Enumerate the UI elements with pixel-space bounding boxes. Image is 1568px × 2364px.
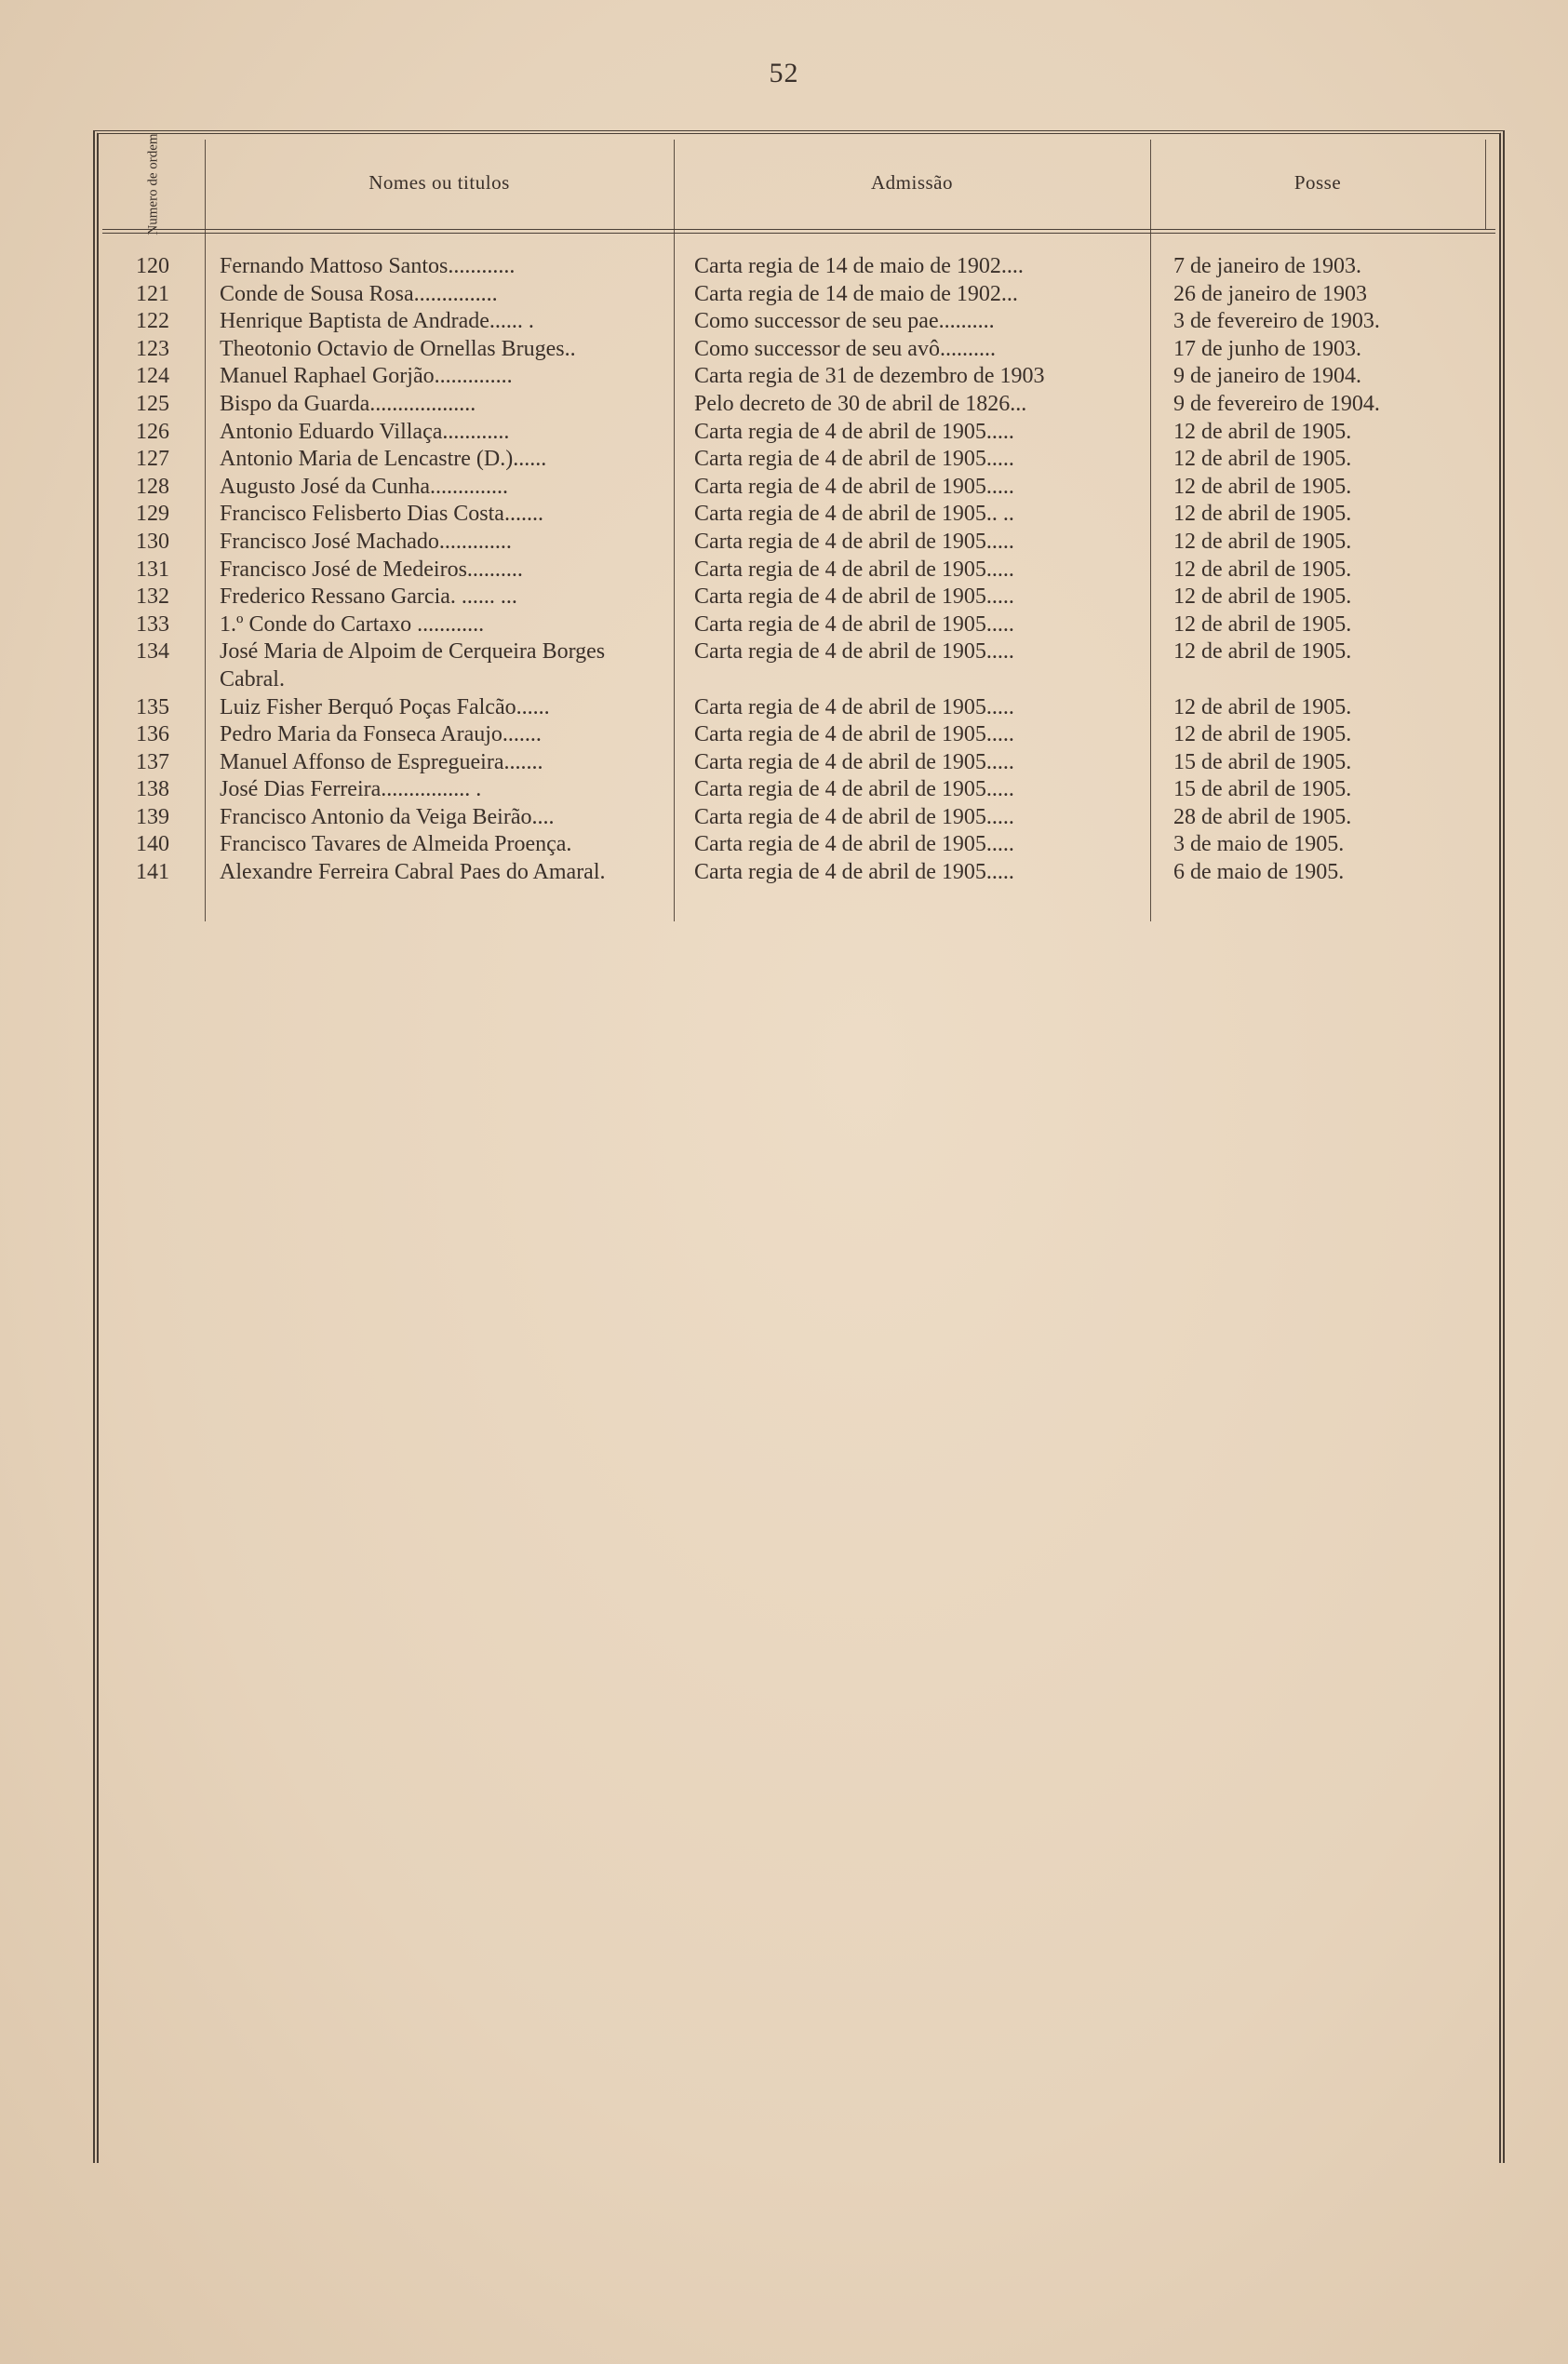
row-admission: Pelo decreto de 30 de abril de 1826... [694,391,1027,416]
table-row [99,253,1499,281]
table-row [99,749,1499,777]
row-admission: Carta regia de 4 de abril de 1905..... [694,557,1014,582]
row-possession: 6 de maio de 1905. [1173,860,1345,885]
row-possession: 12 de abril de 1905. [1173,502,1352,527]
row-name: Francisco Antonio da Veiga Beirão.... [220,804,555,829]
table-row [99,557,1499,584]
row-number: 127 [136,447,169,472]
row-possession: 12 de abril de 1905. [1173,639,1352,665]
row-number: 129 [136,502,169,527]
row-admission: Carta regia de 14 de maio de 1902... [694,281,1018,306]
row-possession: 15 de abril de 1905. [1173,777,1352,802]
row-admission: Carta regia de 4 de abril de 1905..... [694,749,1014,774]
row-admission: Carta regia de 4 de abril de 1905..... [694,611,1014,637]
row-possession: 9 de janeiro de 1904. [1173,364,1361,389]
table-row [99,721,1499,749]
page-number: 52 [769,58,799,88]
row-possession: 9 de fevereiro de 1904. [1173,391,1380,416]
row-admission: Carta regia de 4 de abril de 1905..... [694,804,1014,829]
row-name: Augusto José da Cunha.............. [220,474,508,499]
row-admission: Carta regia de 4 de abril de 1905..... [694,777,1014,802]
table-row [99,584,1499,611]
row-possession: 12 de abril de 1905. [1173,694,1352,719]
row-number: 132 [136,584,169,610]
table-row [99,529,1499,557]
row-name: Manuel Raphael Gorjão.............. [220,364,513,389]
header-rule [102,229,1495,234]
table-row [99,638,1499,693]
table-row [99,419,1499,447]
row-number: 135 [136,694,169,719]
table-row [99,446,1499,474]
row-number: 120 [136,254,169,278]
row-name: Bispo da Guarda................... [220,391,476,416]
row-number: 136 [136,722,169,747]
row-admission: Carta regia de 4 de abril de 1905..... [694,584,1014,610]
row-name: Manuel Affonso de Espregueira....... [220,749,543,774]
table-row [99,281,1499,309]
row-name: Francisco José Machado............. [220,529,512,554]
row-number: 121 [136,281,169,306]
row-admission: Carta regia de 4 de abril de 1905..... [694,832,1014,857]
row-number: 130 [136,529,169,554]
row-admission: Carta regia de 4 de abril de 1905..... [694,639,1014,665]
row-name: José Maria de Alpoim de Cerqueira Borges Cabral. [220,639,606,692]
row-number: 133 [136,611,169,637]
row-admission: Carta regia de 4 de abril de 1905.. .. [694,502,1014,527]
row-number: 123 [136,336,169,361]
row-number: 128 [136,474,169,499]
row-possession: 28 de abril de 1905. [1173,804,1352,829]
table-row [99,776,1499,804]
header-possession: Posse [1293,171,1342,194]
header-number-label: Numero de ordem [145,133,161,235]
row-number: 125 [136,391,169,416]
table-row [99,501,1499,529]
table-row [99,391,1499,419]
row-admission: Carta regia de 4 de abril de 1905..... [694,419,1014,444]
row-admission: Carta regia de 4 de abril de 1905..... [694,860,1014,885]
table-row [99,859,1499,914]
table-body [99,253,1499,914]
row-admission: Carta regia de 14 de maio de 1902.... [694,254,1024,278]
row-number: 134 [136,639,169,665]
row-name: Theotonio Octavio de Ornellas Bruges.. [220,336,576,361]
row-name: José Dias Ferreira................ . [220,777,482,802]
table-row [99,611,1499,639]
header-names: Nomes ou titulos [369,171,510,194]
row-possession: 12 de abril de 1905. [1173,722,1352,747]
row-possession: 12 de abril de 1905. [1173,474,1352,499]
row-name: Antonio Maria de Lencastre (D.)...... [220,447,547,472]
row-name: Francisco José de Medeiros.......... [220,557,523,582]
row-name: Conde de Sousa Rosa............... [220,281,498,306]
table-row [99,474,1499,502]
row-possession: 12 de abril de 1905. [1173,447,1352,472]
row-number: 131 [136,557,169,582]
row-possession: 7 de janeiro de 1903. [1173,254,1361,278]
table-row [99,363,1499,391]
header-admission: Admissão [871,171,953,194]
row-admission: Carta regia de 4 de abril de 1905..... [694,722,1014,747]
row-possession: 12 de abril de 1905. [1173,611,1352,637]
row-number: 122 [136,309,169,334]
row-possession: 3 de fevereiro de 1903. [1173,309,1380,334]
row-admission: Carta regia de 31 de dezembro de 1903 [694,364,1045,389]
row-name: Henrique Baptista de Andrade...... . [220,309,534,334]
row-name: Francisco Tavares de Almeida Proença. [220,832,572,857]
table-row [99,336,1499,364]
row-possession: 12 de abril de 1905. [1173,584,1352,610]
row-number: 124 [136,364,169,389]
row-name: Pedro Maria da Fonseca Araujo....... [220,722,542,747]
table-frame [93,130,1505,2163]
row-possession: 12 de abril de 1905. [1173,529,1352,554]
row-possession: 26 de janeiro de 1903 [1173,281,1367,306]
row-possession: 17 de junho de 1903. [1173,336,1361,361]
row-name: 1.º Conde do Cartaxo ............ [220,611,485,637]
header-number [102,133,205,235]
row-number: 139 [136,804,169,829]
row-name: Alexandre Ferreira Cabral Paes do Amaral. [220,860,606,885]
row-possession: 3 de maio de 1905. [1173,832,1345,857]
table-row [99,831,1499,859]
row-number: 137 [136,749,169,774]
row-admission: Carta regia de 4 de abril de 1905..... [694,694,1014,719]
row-admission: Carta regia de 4 de abril de 1905..... [694,474,1014,499]
row-name: Francisco Felisberto Dias Costa....... [220,502,543,527]
row-possession: 12 de abril de 1905. [1173,419,1352,444]
table-row [99,308,1499,336]
row-number: 141 [136,860,169,885]
row-possession: 12 de abril de 1905. [1173,557,1352,582]
row-name: Luiz Fisher Berquó Poças Falcão...... [220,694,550,719]
row-admission: Carta regia de 4 de abril de 1905..... [694,529,1014,554]
row-number: 140 [136,832,169,857]
row-number: 138 [136,777,169,802]
table-row [99,804,1499,832]
row-name: Frederico Ressano Garcia. ...... ... [220,584,517,610]
row-possession: 15 de abril de 1905. [1173,749,1352,774]
row-admission: Como successor de seu avô.......... [694,336,996,361]
column-divider [1485,140,1486,229]
row-admission: Como successor de seu pae.......... [694,309,995,334]
row-admission: Carta regia de 4 de abril de 1905..... [694,447,1014,472]
table-row [99,694,1499,722]
row-number: 126 [136,419,169,444]
row-name: Antonio Eduardo Villaça............ [220,419,510,444]
row-name: Fernando Mattoso Santos............ [220,254,516,278]
